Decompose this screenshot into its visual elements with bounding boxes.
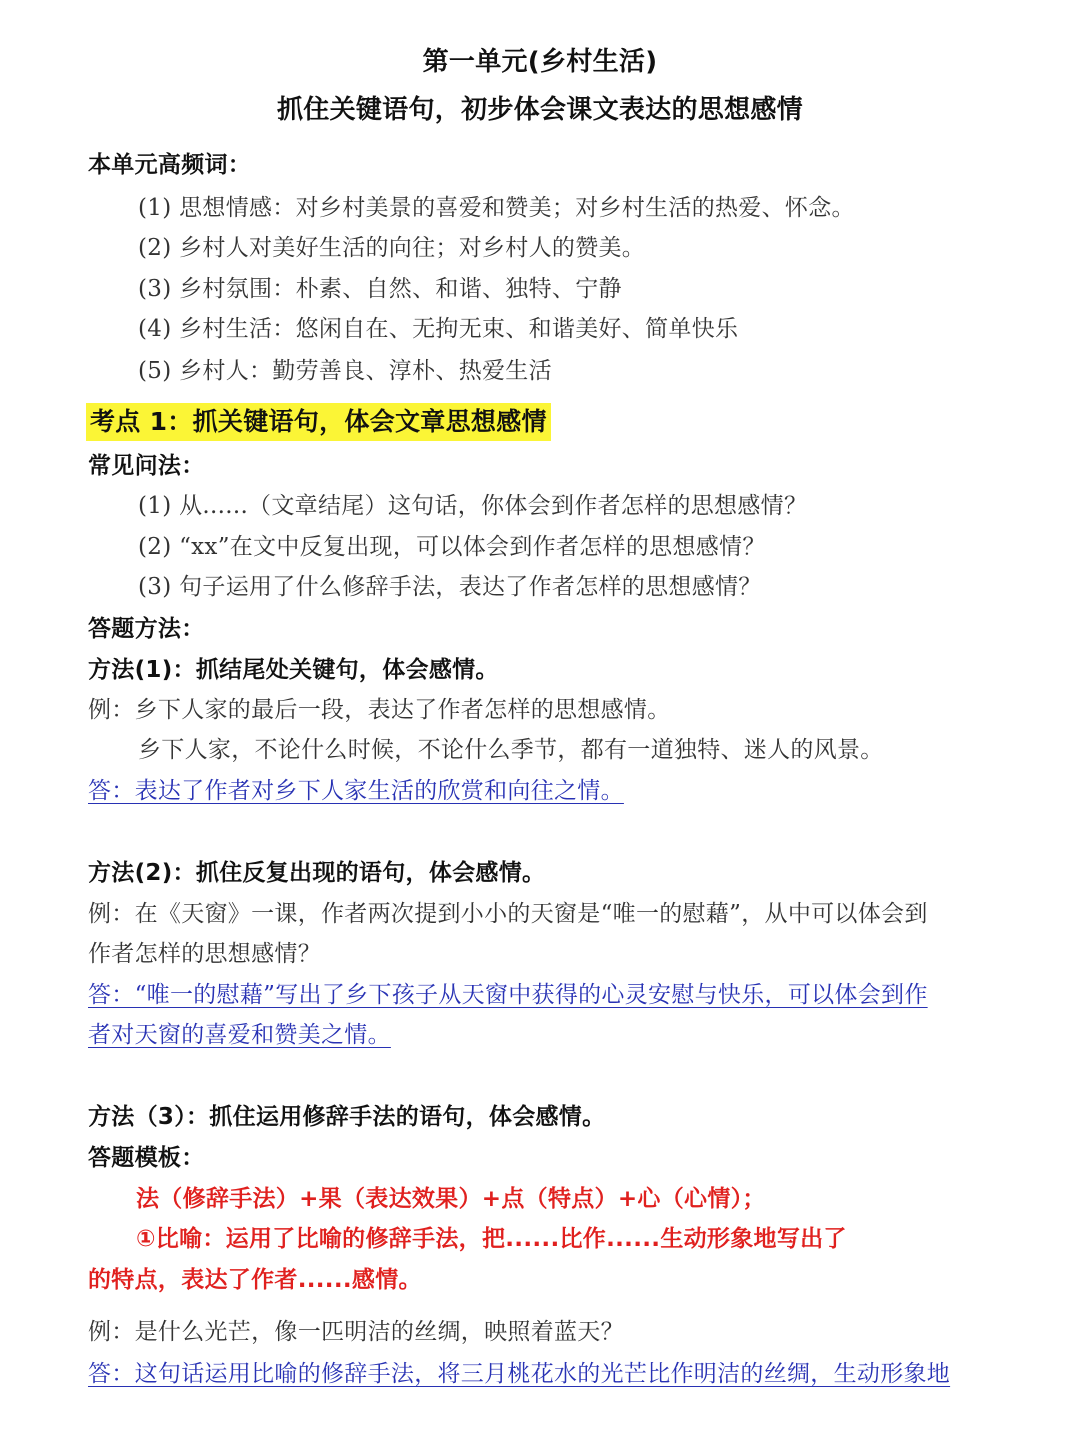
point1-heading: 考点 1：抓关键语句，体会文章思想感情 [86, 403, 551, 441]
method2-answer-line1: 答：“唯一的慰藉”写出了乡下孩子从天窗中获得的心灵安慰与快乐，可以体会到作 [88, 982, 928, 1008]
vocab-item: (3) 乡村氛围：朴素、自然、和谐、独特、宁静 [138, 276, 622, 302]
methods-heading: 答题方法： [88, 616, 205, 642]
method2-answer-line2: 者对天窗的喜爱和赞美之情。 [88, 1022, 391, 1048]
vocab-item: (4) 乡村生活：悠闲自在、无拘无束、和谐美好、简单快乐 [138, 316, 739, 342]
vocab-item: (2) 乡村人对美好生活的向往；对乡村人的赞美。 [138, 235, 646, 261]
template-line2: ①比喻：运用了比喻的修辞手法，把......比作......生动形象地写出了 [136, 1226, 847, 1252]
method1-answer: 答：表达了作者对乡下人家生活的欣赏和向往之情。 [88, 778, 624, 804]
questions-heading: 常见问法： [88, 453, 205, 479]
method2-example-line2: 作者怎样的思想感情？ [88, 941, 321, 967]
vocab-item: (5) 乡村人：勤劳善良、淳朴、热爱生活 [138, 358, 552, 384]
template-line3: 的特点，表达了作者......感情。 [88, 1267, 422, 1293]
method2-heading: 方法(2)：抓住反复出现的语句，体会感情。 [88, 860, 546, 886]
method1-heading: 方法(1)：抓结尾处关键句，体会感情。 [88, 657, 499, 683]
method3-heading: 方法（3）：抓住运用修辞手法的语句，体会感情。 [88, 1104, 606, 1130]
method3-answer: 答：这句话运用比喻的修辞手法，将三月桃花水的光芒比作明洁的丝绸，生动形象地 [88, 1361, 951, 1387]
question-item: (1) 从......（文章结尾）这句话，你体会到作者怎样的思想感情？ [138, 493, 808, 519]
document-subtitle: 抓住关键语句，初步体会课文表达的思想感情 [276, 95, 803, 125]
template-line1: 法（修辞手法）+果（表达效果）+点（特点）+心（心情）； [136, 1186, 766, 1212]
method1-example: 例：乡下人家的最后一段，表达了作者怎样的思想感情。 [88, 697, 671, 723]
template-heading: 答题模板： [88, 1145, 205, 1171]
method1-quote: 乡下人家，不论什么时候，不论什么季节，都有一道独特、迷人的风景。 [138, 737, 884, 763]
vocab-heading: 本单元高频词： [88, 152, 252, 178]
vocab-item: (1) 思想情感：对乡村美景的喜爱和赞美；对乡村生活的热爱、怀念。 [138, 195, 855, 221]
question-item: (2) “xx”在文中反复出现，可以体会到作者怎样的思想感情？ [138, 534, 766, 560]
method3-example: 例：是什么光芒，像一匹明洁的丝绸，映照着蓝天？ [88, 1319, 624, 1345]
question-item: (3) 句子运用了什么修辞手法，表达了作者怎样的思想感情？ [138, 574, 762, 600]
document-title: 第一单元(乡村生活) [422, 47, 658, 77]
method2-example-line1: 例：在《天窗》一课，作者两次提到小小的天窗是“唯一的慰藉”，从中可以体会到 [88, 901, 928, 927]
